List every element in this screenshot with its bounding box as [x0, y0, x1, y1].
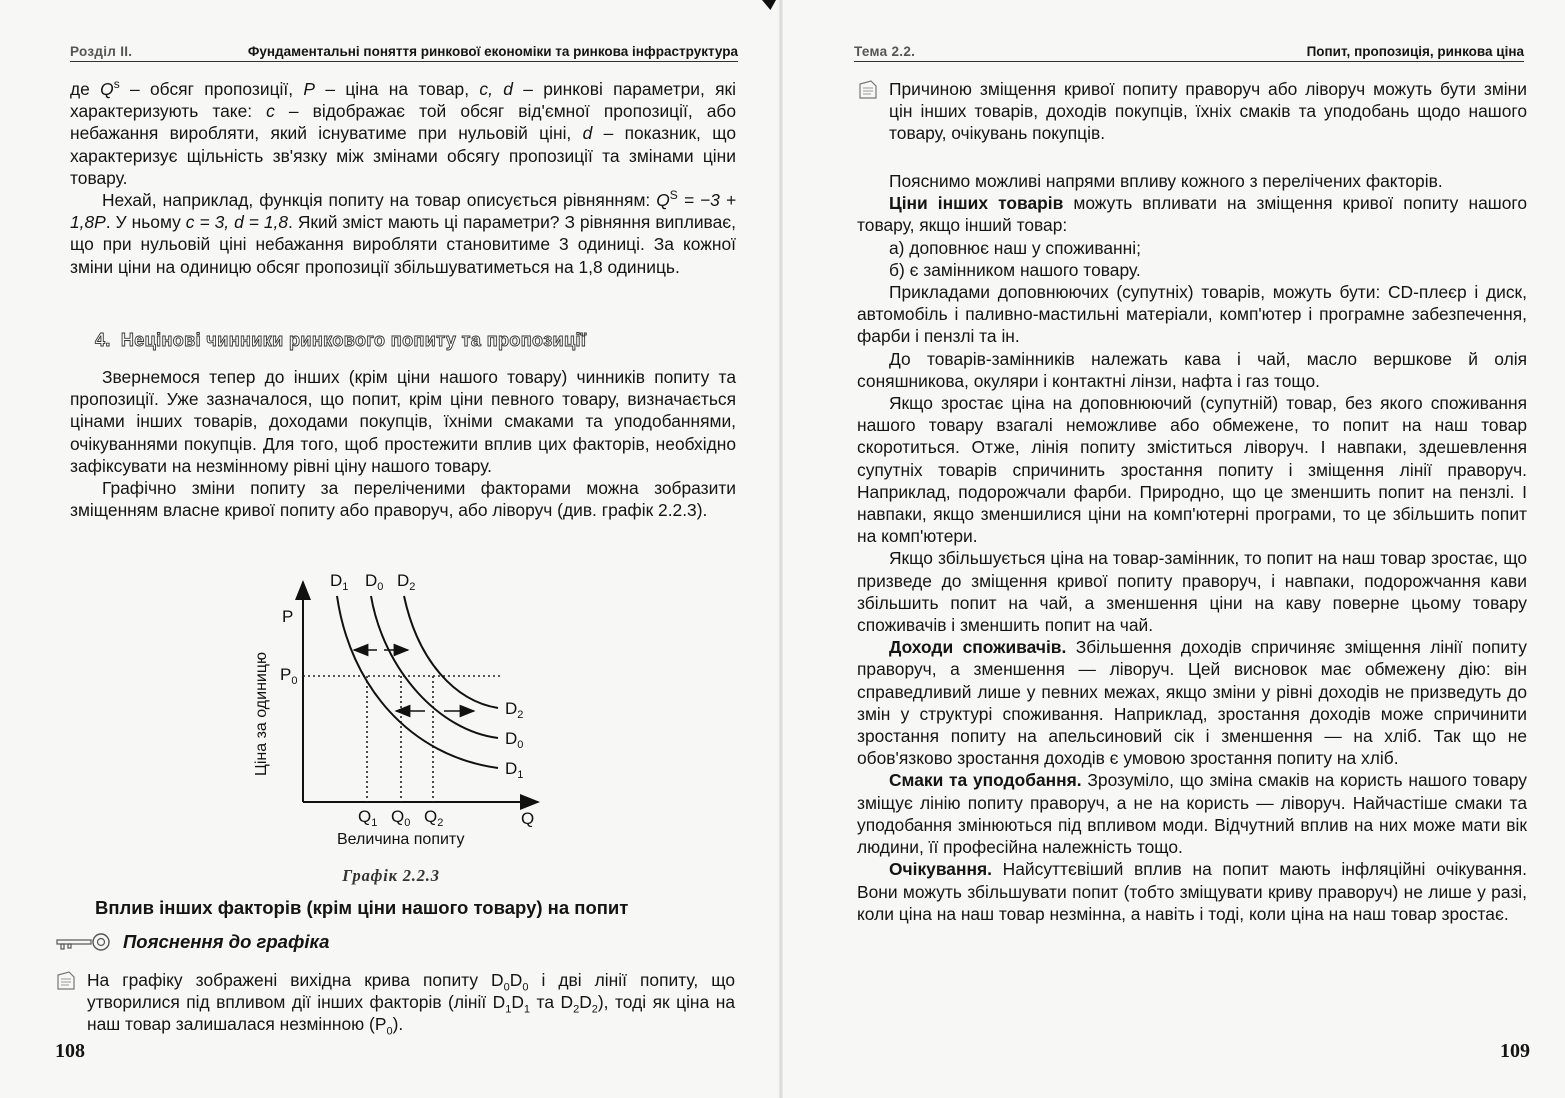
explanation-note	[55, 969, 735, 1036]
note-icon	[55, 971, 77, 991]
explanation-text: На графіку зображені вихідна крива попиту $D_0D_0$ і дві лінії попиту, що утворилися під впливом дії інших факторів (лінії $D_1D_1$ та $D_2D_2$), тоді як ціна на наш товар залишалася незмінною $(P_0)$.	[87, 970, 735, 1038]
paragraph-complements: Прикладами доповнюючих (супутніх) товарів, можуть бути: CD-плеєр і диск, автомобіль і паливно-мастильні матеріали, комп'ютер і програмне забезпечення, фарби і пензлі та ін.	[857, 282, 1527, 347]
x-axis-symbol: Q	[521, 809, 535, 828]
label-q1: $Q_1$	[358, 807, 378, 829]
y-axis-label: Ціна за одиницю	[253, 651, 270, 776]
paragraph-substitutes: До товарів-замінників належать кава і чай, масло вершкове й олія соняшникова, окуляри і контактні лінзи, нафта і газ тощо.	[857, 348, 1527, 391]
label-top-d2: $D_2$	[397, 571, 416, 593]
section-heading: 4. Нецінові чинники ринкового попиту та пропозиції	[95, 330, 587, 350]
running-head-section: Тема 2.2.	[854, 44, 916, 59]
label-top-d1: $D_1$	[330, 571, 349, 593]
label-top-d0: $D_0$	[365, 571, 384, 593]
x-axis-label: Величина попиту	[337, 831, 465, 848]
demand-curve-d1	[337, 596, 498, 768]
paragraph-example-equation: Нехай, наприклад, функція попиту на товар описується рівнянням: $Q^S = -3 + 1,8P$. У ньому c = 3, d = 1,8. Який зміст мають ці параметри? З рівняння випливає, що при нульовій ціні небажання виробляти становитиме 3 одиниці. За кожної зміни ціни на одиницю обсяг пропозиції збільшуватиметься на 1,8 одиниць.	[70, 188, 736, 277]
chart-title: Вплив інших факторів (крім ціни нашого товару) на попит	[95, 897, 629, 918]
price-level-label: $P_0$	[280, 665, 298, 687]
left-text-top	[70, 78, 736, 278]
right-running-head	[854, 44, 1524, 62]
y-axis-symbol: P	[282, 607, 294, 626]
key-icon	[55, 932, 113, 952]
paragraph-other-prices: Ціни інших товарів можуть впливати на зміщення кривої попиту нашого товару, якщо інший товар:	[857, 193, 1527, 236]
running-head-section: Розділ II.	[70, 44, 133, 59]
paragraph-tastes: Смаки та уподобання. Зрозуміло, що зміна смаків на користь нашого товару зміщує лінію попиту праворуч, а не на користь — ліворуч. Найчастіше смаки та уподобання змінюються під впливом моди. Відчутний вплив на них може мати вік людини, її професійна належність тощо.	[857, 770, 1527, 858]
page-number-left: 108	[55, 1040, 85, 1062]
demand-shift-chart	[240, 566, 550, 856]
right-text	[857, 170, 1527, 925]
intro-text: Причиною зміщення кривої попиту праворуч або ліворуч можуть бути зміни цін інших товарів, доходів покупців, їхніх смаків та уподобань щодо нашого товару, очікувань покупців.	[889, 79, 1527, 144]
paragraph-incomes: Доходи споживачів. Збільшення доходів спричиняє зміщення лінії попиту праворуч, а зменшення — ліворуч. Цей висновок має обмежену дію: він справедливий лише у певних межах, якщо зміни у рівні доходів не призведуть до змін у структурі споживання. Наприклад, зростання доходів може спричинити зростання попиту на апельсиновий сік і зменшення — на хліб. Так що не обов'язково зростання доходів є умовою зростання попиту на хліб.	[857, 637, 1527, 769]
paragraph-expectations: Очікування. Найсуттєвіший вплив на попит мають інфляційні очікування. Вони можуть збільшувати попит (тобто зміщувати криву праворуч) не лише у разі, коли ціна на наш товар незмінна, а навіть і тоді, коли ціна на наш товар зростає.	[857, 859, 1527, 924]
right-page	[782, 0, 1565, 1098]
demand-curve-d2	[404, 596, 498, 708]
left-text-middle	[70, 366, 736, 521]
running-head-title: Попит, пропозиція, ринкова ціна	[1306, 44, 1524, 59]
left-running-head	[70, 44, 738, 62]
paragraph-substitute-price: Якщо збільшується ціна на товар-замінник, то попит на наш товар зростає, що призведе до зміщення кривої попиту праворуч, і навпаки, подорожчання кави збільшить попит на чай, а зменшення ціни на каву поверне цьому товару споживачів і зменшить попит на чай.	[857, 548, 1527, 636]
paragraph-explain-factors: Пояснимо можливі напрями впливу кожного з перелічених факторів.	[889, 171, 1443, 191]
label-end-d0: $D_0$	[505, 729, 524, 751]
explanation-heading: Пояснення до графіка	[55, 931, 329, 953]
paragraph-complement-price: Якщо зростає ціна на доповнюючий (супутній) товар, без якого споживання нашого товару взагалі неможливе або обмежене, то попит на наш товар скоротиться. Отже, лінія попиту зміститься ліворуч. І навпаки, здешевлення супутніх товарів спричинить зростання попиту і зміщення лінії праворуч. Наприклад, подорожчали фарби. Природно, що це зменшить попит на пензлі. І навпаки, якщо зменшилися ціни на комп'ютерні програми, то це збільшить попит на комп'ютери.	[857, 393, 1527, 547]
running-head-title: Фундаментальні поняття ринкової економіки та ринкова інфраструктура	[247, 44, 738, 59]
list-item-a: а) доповнює наш у споживанні;	[889, 237, 1141, 258]
label-q2: $Q_2$	[424, 807, 444, 829]
left-page	[0, 0, 782, 1098]
paragraph-supply-params: де $Q^s$ – обсяг пропозиції, P – ціна на товар, c, d – ринкові параметри, які характеризують таке: c – відображає той обсяг від'ємної пропозиції, або небажання виробляти, який існуватиме при нульовій ціні, d – показник, що характеризує щільність зв'язку між змінами обсягу пропозиції та змінами ціни товару.	[70, 77, 737, 188]
list-item-b: б) є замінником нашого товару.	[889, 259, 1141, 280]
label-end-d1: $D_1$	[505, 759, 524, 781]
label-end-d2: $D_2$	[505, 699, 524, 721]
intro-note	[857, 78, 1527, 145]
label-q0: $Q_0$	[391, 807, 411, 829]
note-icon	[857, 80, 879, 100]
paragraph-nonprice-factors: Звернемося тепер до інших (крім ціни нашого товару) чинників попиту та пропозиції. Уже зазначалося, що попит, крім ціни певного товару, визначається цінами інших товарів, доходами покупців, їхніми смаками та уподобаннями, очікуваннями покупців. Для того, щоб простежити вплив цих факторів, необхідно зафіксувати на незмінному рівні ціну нашого товару.	[70, 367, 736, 476]
paragraph-graph-shift: Графічно зміни попиту за переліченими факторами можна зобразити зміщенням власне кривої попиту або праворуч, або ліворуч (див. графік 2.2.3).	[70, 478, 736, 521]
chart-caption: Графік 2.2.3	[342, 866, 440, 885]
page-number-right: 109	[1500, 1040, 1530, 1062]
